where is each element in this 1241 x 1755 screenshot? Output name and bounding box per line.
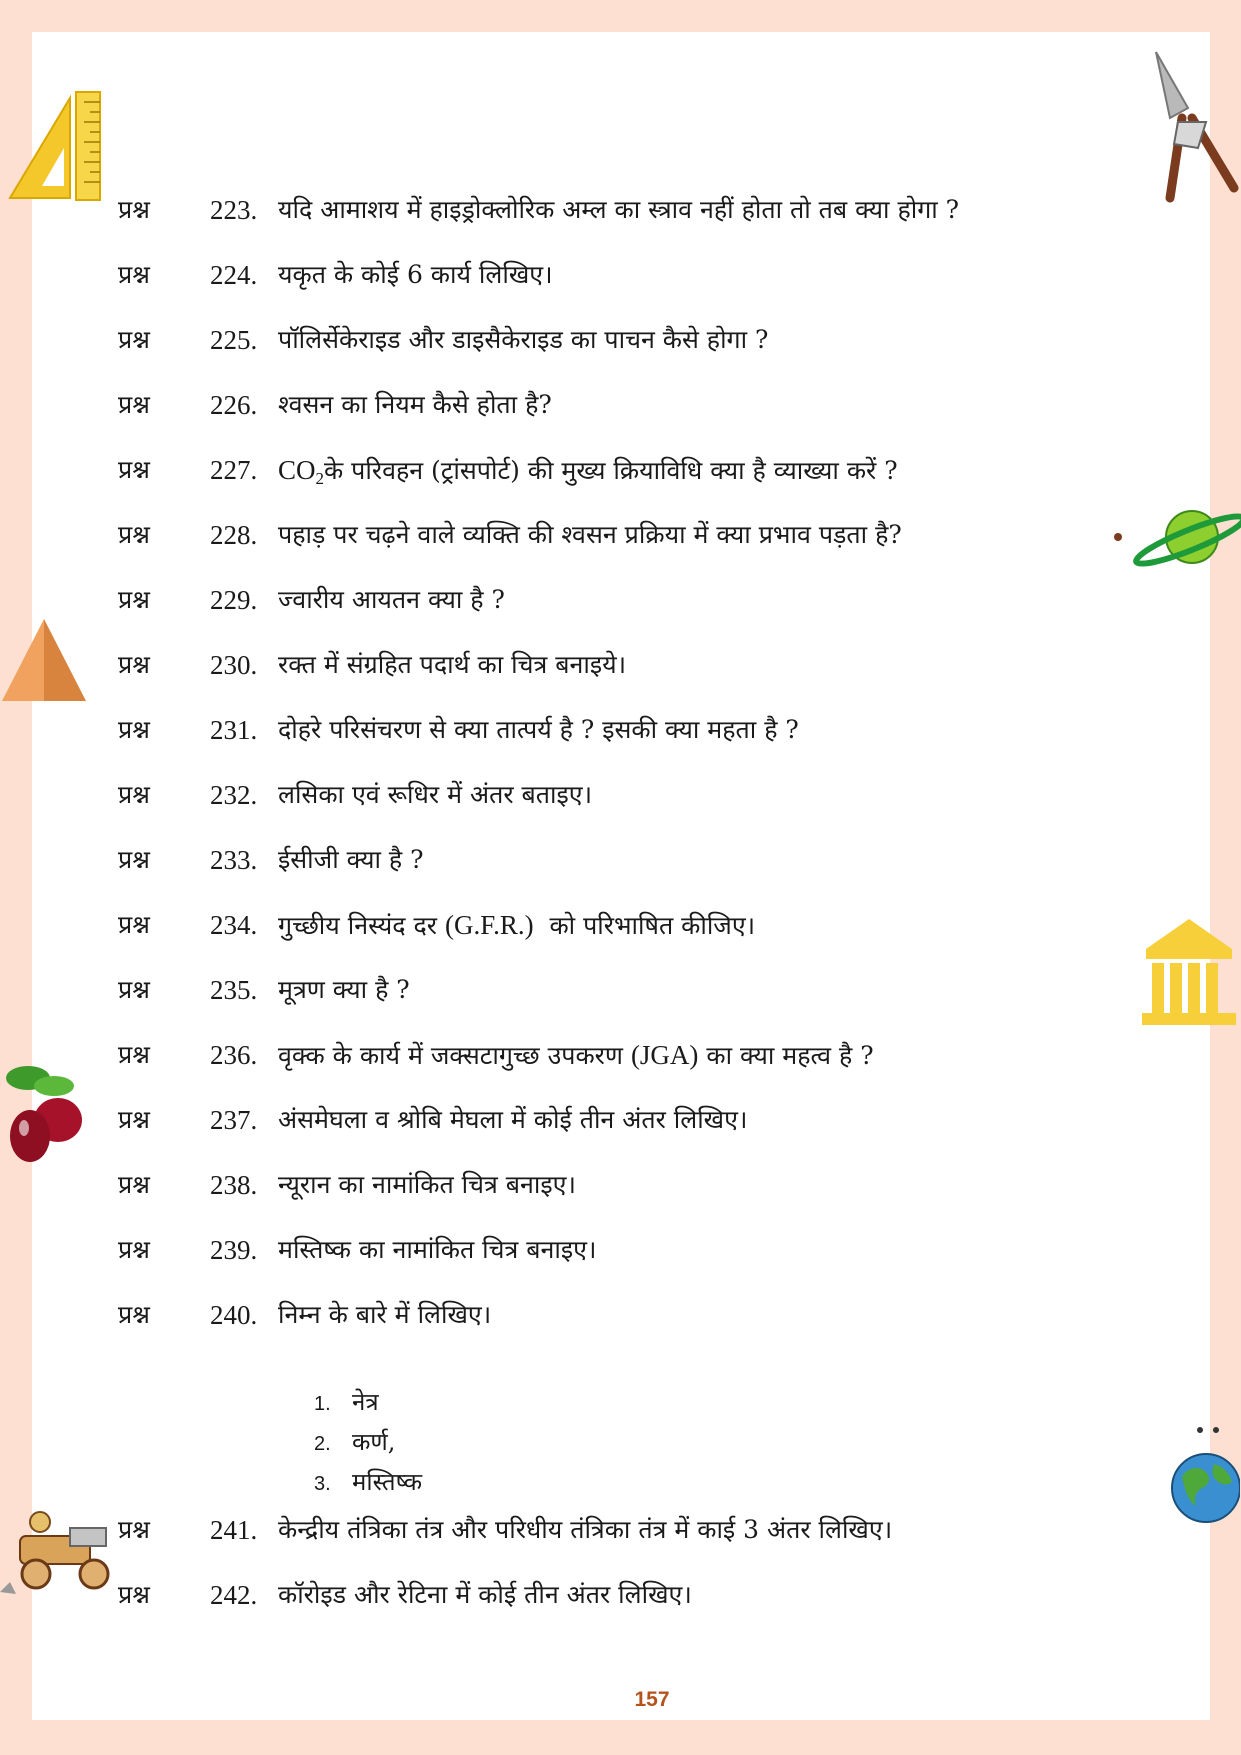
question-label: प्रश्न <box>118 715 150 744</box>
pyramid-icon <box>0 615 88 705</box>
question-label: प्रश्न <box>118 260 150 289</box>
shovel-tools-icon <box>1148 48 1240 208</box>
question-text-rest: का क्या महत्व है ? <box>698 1041 874 1070</box>
question-label: प्रश्न <box>118 195 150 224</box>
question-text: ईसीजी क्या है ? <box>278 845 424 874</box>
question-number: 225. <box>210 325 258 355</box>
abbreviation-gfr: (G.F.R.) <box>444 910 534 940</box>
list-text: कर्ण, <box>352 1428 396 1456</box>
question-number: 241. <box>210 1515 258 1545</box>
question-label: प्रश्न <box>118 520 150 549</box>
question-label: प्रश्न <box>118 1515 150 1544</box>
list-number: 2. <box>314 1433 331 1455</box>
planet-icon <box>1110 500 1241 574</box>
question-text: केन्द्रीय तंत्रिका तंत्र और परिधीय तंत्रिका तंत्र में काई 3 अंतर लिखिए। <box>278 1515 893 1544</box>
list-text: नेत्र <box>352 1388 379 1416</box>
abbreviation-jga: (JGA) <box>630 1040 699 1070</box>
list-item <box>314 1422 422 1462</box>
list-number: 3. <box>314 1473 331 1495</box>
question-label: प्रश्न <box>118 585 150 614</box>
question-text <box>278 1035 874 1076</box>
question-text: लसिका एवं रूधिर में अंतर बताइए। <box>278 780 593 809</box>
question-text-rest: के परिवहन (ट्रांसपोर्ट) की मुख्य क्रियाविधि क्या है व्याख्या करें ? <box>324 456 898 485</box>
question-text: न्यूरान का नामांकित चित्र बनाइए। <box>278 1170 576 1199</box>
question-label: प्रश्न <box>118 1040 150 1069</box>
question-text: निम्न के बारे में लिखिए। <box>278 1300 492 1329</box>
question-number: 234. <box>210 910 258 940</box>
list-item <box>314 1462 422 1502</box>
question-number: 237. <box>210 1105 258 1135</box>
question-number: 236. <box>210 1040 258 1070</box>
question-number: 229. <box>210 585 258 615</box>
question-number: 242. <box>210 1580 258 1610</box>
question-text: यदि आमाशय में हाइड्रोक्लोरिक अम्ल का स्त्राव नहीं होता तो तब क्या होगा ? <box>278 195 960 224</box>
cart-icon <box>0 1506 126 1596</box>
question-text: दोहरे परिसंचरण से क्या तात्पर्य है ? इसकी क्या महता है ? <box>278 715 799 744</box>
question-label: प्रश्न <box>118 1580 150 1609</box>
globe-icon <box>1168 1420 1240 1530</box>
question-text: कॉरोइड और रेटिना में कोई तीन अंतर लिखिए। <box>278 1580 692 1609</box>
question-label: प्रश्न <box>118 1300 150 1329</box>
question-number: 223. <box>210 195 258 225</box>
list-text: मस्तिष्क <box>352 1468 423 1496</box>
question-label: प्रश्न <box>118 325 150 354</box>
question-label: प्रश्न <box>118 1235 150 1264</box>
formula-co: CO <box>278 455 316 485</box>
question-number: 239. <box>210 1235 258 1265</box>
question-text: ज्वारीय आयतन क्या है ? <box>278 585 505 614</box>
sublist <box>314 1382 422 1502</box>
question-number: 230. <box>210 650 258 680</box>
question-number: 233. <box>210 845 258 875</box>
question-number: 224. <box>210 260 258 290</box>
formula-subscript: 2 <box>315 469 325 488</box>
question-text: श्वसन का नियम कैसे होता है? <box>278 390 552 419</box>
question-label: प्रश्न <box>118 1170 150 1199</box>
question-number: 240. <box>210 1300 258 1330</box>
question-text: पहाड़ पर चढ़ने वाले व्यक्ति की श्वसन प्रक्रिया में क्या प्रभाव पड़ता है? <box>278 520 902 549</box>
temple-icon <box>1140 915 1238 1027</box>
question-text: रक्त में संग्रहित पदार्थ का चित्र बनाइये। <box>278 650 627 679</box>
question-label: प्रश्न <box>118 975 150 1004</box>
question-number: 238. <box>210 1170 258 1200</box>
question-text <box>278 905 755 946</box>
question-label: प्रश्न <box>118 780 150 809</box>
berry-icon <box>2 1060 86 1166</box>
question-label: प्रश्न <box>118 390 150 419</box>
question-text: मस्तिष्क का नामांकित चित्र बनाइए। <box>278 1235 597 1264</box>
question-text-start: वृक्क के कार्य में जक्सटागुच्छ उपकरण <box>278 1041 631 1070</box>
question-label: प्रश्न <box>118 1105 150 1134</box>
question-number: 227. <box>210 455 258 485</box>
question-label: प्रश्न <box>118 845 150 874</box>
page-sheet <box>32 32 1210 1720</box>
question-text: पॉलिर्सेकेराइड और डाइसैकेराइड का पाचन कैसे होगा ? <box>278 325 769 354</box>
list-item <box>314 1382 422 1422</box>
question-text-rest: को परिभाषित कीजिए। <box>533 911 756 940</box>
question-text: यकृत के कोई 6 कार्य लिखिए। <box>278 260 553 289</box>
question-number: 226. <box>210 390 258 420</box>
list-number: 1. <box>314 1393 331 1415</box>
question-label: प्रश्न <box>118 910 150 939</box>
question-text-start: गुच्छीय निस्यंद दर <box>278 911 445 940</box>
question-label: प्रश्न <box>118 650 150 679</box>
question-number: 232. <box>210 780 258 810</box>
ruler-triangle-icon <box>4 90 104 202</box>
question-number: 235. <box>210 975 258 1005</box>
question-label: प्रश्न <box>118 455 150 484</box>
question-text <box>278 450 898 499</box>
question-text: अंसमेघला व श्रोबि मेघला में कोई तीन अंतर लिखिए। <box>278 1105 748 1134</box>
question-number: 231. <box>210 715 258 745</box>
page-number: 157 <box>634 1688 670 1711</box>
question-text: मूत्रण क्या है ? <box>278 975 410 1004</box>
question-number: 228. <box>210 520 258 550</box>
